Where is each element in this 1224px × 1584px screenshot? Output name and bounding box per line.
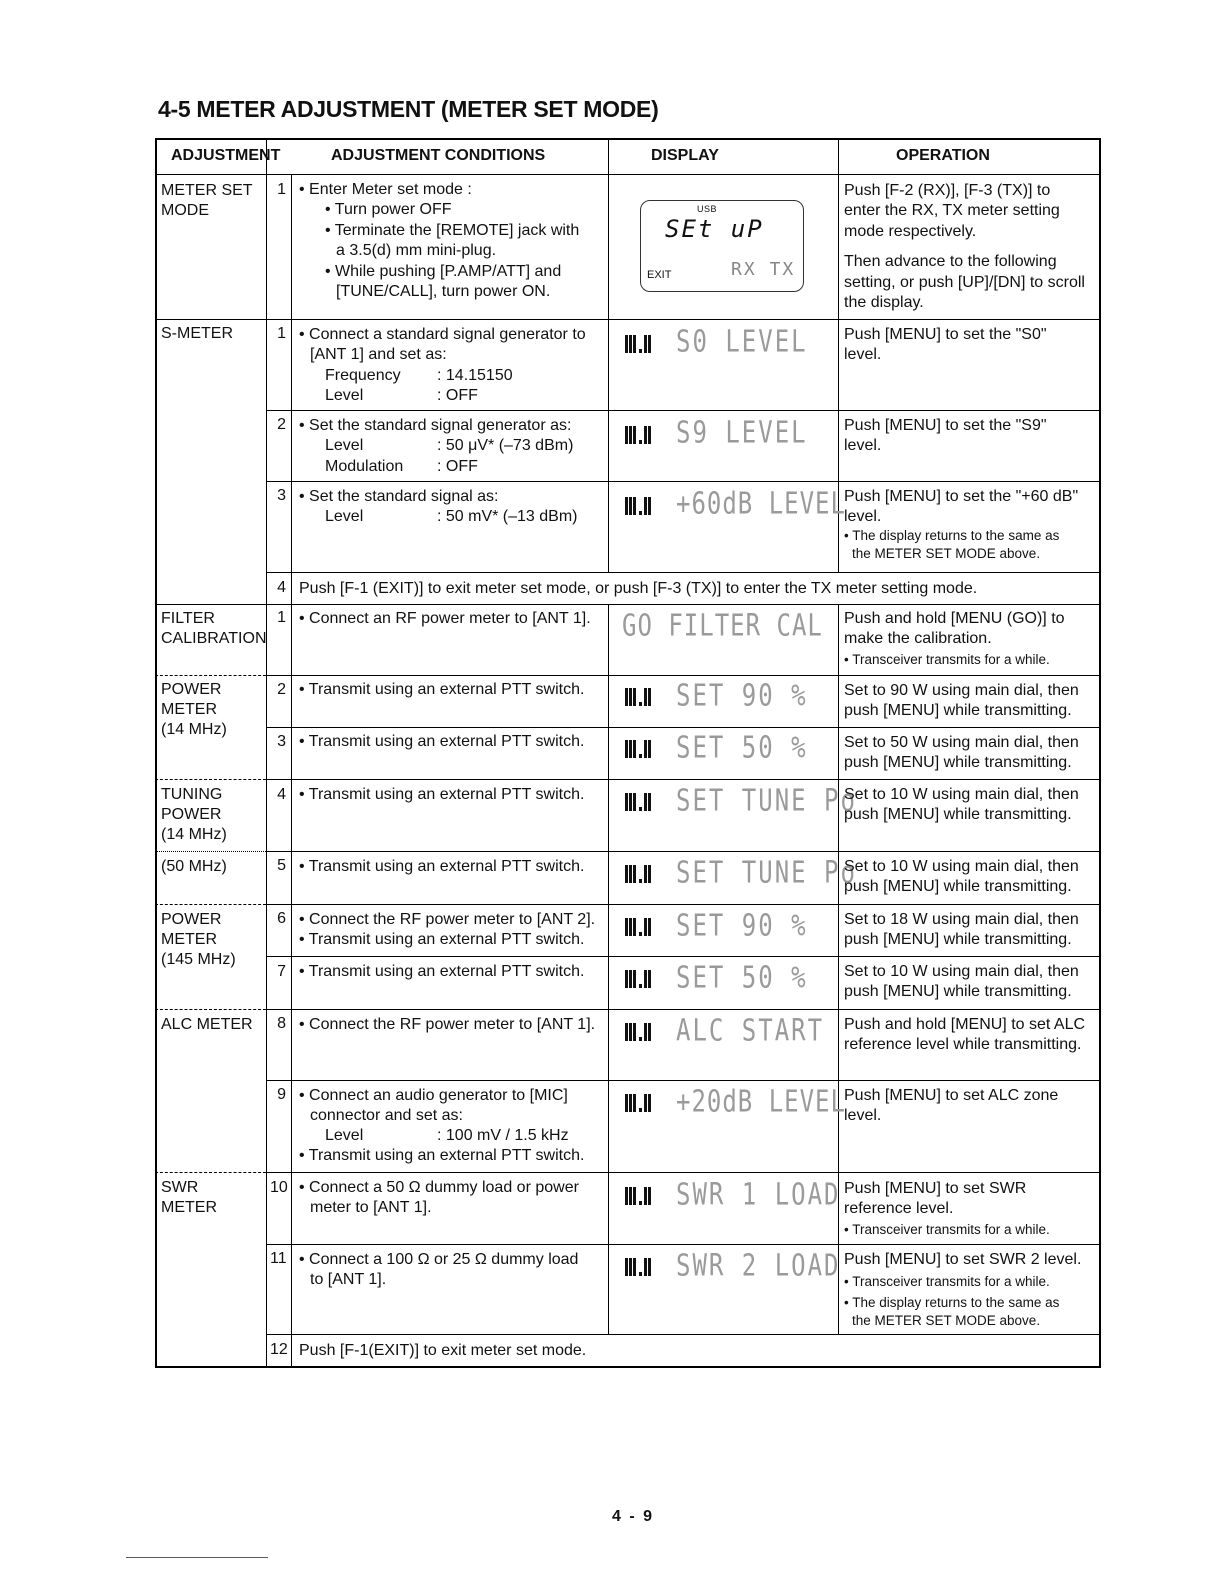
condition-text: • Transmit using an external PTT switch. — [299, 931, 585, 948]
operation-text: level. — [844, 346, 882, 363]
condition-text: [ANT 1] and set as: — [310, 346, 447, 363]
condition-value: : OFF — [437, 458, 478, 475]
lcd-rxtx-label: RX TX — [731, 259, 796, 280]
lcd-bar-icon — [624, 738, 656, 760]
lcd-bar-icon — [624, 686, 656, 708]
row-divider — [266, 956, 1101, 957]
condition-text: • While pushing [P.AMP/ATT] and — [325, 263, 562, 280]
group-label: CALIBRATION — [161, 630, 267, 647]
condition-text: • Transmit using an external PTT switch. — [299, 786, 585, 803]
row-divider — [266, 1334, 1101, 1335]
condition-text: Level — [325, 437, 364, 454]
header-conditions: ADJUSTMENT CONDITIONS — [331, 147, 546, 164]
lcd-mode-badge: USB — [697, 204, 718, 214]
group-label: FILTER — [161, 610, 215, 627]
row-divider — [266, 481, 1101, 482]
step-number: 4 — [277, 786, 286, 803]
operation-text: Set to 18 W using main dial, then — [844, 911, 1079, 928]
lcd-readout: SWR 1 LOAD — [676, 1177, 841, 1212]
step-number: 1 — [277, 325, 286, 342]
operation-note: the METER SET MODE above. — [852, 546, 1041, 561]
step-number: 8 — [277, 1015, 286, 1032]
row-divider — [266, 572, 1101, 573]
group-label: (14 MHz) — [161, 721, 227, 738]
operation-text: setting, or push [UP]/[DN] to scroll — [844, 274, 1085, 291]
group-label: (50 MHz) — [161, 858, 227, 875]
group-label: METER — [161, 931, 217, 948]
lcd-bar-icon — [624, 1256, 656, 1278]
lcd-readout: S0 LEVEL — [676, 324, 808, 359]
operation-text: Set to 50 W using main dial, then — [844, 734, 1079, 751]
lcd-setup-text: SEt uP — [665, 215, 764, 243]
lcd-bar-icon — [624, 1092, 656, 1114]
operation-text: level. — [844, 508, 882, 525]
condition-text: • Transmit using an external PTT switch. — [299, 681, 585, 698]
step-number: 1 — [277, 181, 286, 198]
header-adjustment: ADJUSTMENT — [171, 147, 281, 164]
operation-text: Set to 10 W using main dial, then — [844, 858, 1079, 875]
operation-text: reference level while transmitting. — [844, 1036, 1082, 1053]
lcd-readout: +20dB LEVEL — [676, 1084, 846, 1119]
row-divider — [266, 410, 1101, 411]
lcd-bar-icon — [624, 791, 656, 813]
operation-note: • The display returns to the same as — [844, 528, 1060, 543]
step-number: 4 — [277, 579, 286, 596]
lcd-readout: SET TUNE Po — [676, 783, 857, 818]
lcd-bar-icon — [624, 863, 656, 885]
condition-value: : 14.15150 — [437, 367, 513, 384]
lcd-exit-label: EXIT — [647, 269, 672, 281]
group-label: (14 MHz) — [161, 826, 227, 843]
group-label: MODE — [161, 202, 209, 219]
condition-text: Level — [325, 1127, 364, 1144]
condition-text: • Connect a standard signal generator to — [299, 326, 586, 343]
lcd-bar-icon — [624, 916, 656, 938]
group-separator — [155, 1009, 266, 1010]
condition-text: • Transmit using an external PTT switch. — [299, 963, 585, 980]
group-label: (145 MHz) — [161, 951, 236, 968]
step-number: 9 — [277, 1086, 286, 1103]
operation-text: enter the RX, TX meter setting — [844, 202, 1060, 219]
lcd-readout: SWR 2 LOAD — [676, 1248, 841, 1283]
condition-text: connector and set as: — [310, 1107, 463, 1124]
row-divider — [266, 1080, 1101, 1081]
group-label: ALC METER — [161, 1016, 253, 1033]
operation-text: push [MENU] while transmitting. — [844, 754, 1072, 771]
operation-text: the display. — [844, 294, 924, 311]
step-number: 3 — [277, 733, 286, 750]
row-divider — [266, 1244, 1101, 1245]
header-operation: OPERATION — [896, 147, 990, 164]
condition-value: : OFF — [437, 387, 478, 404]
lcd-readout: S9 LEVEL — [676, 415, 808, 450]
lcd-bar-icon — [624, 1185, 656, 1207]
group-label: SWR — [161, 1179, 199, 1196]
col-divider — [608, 604, 609, 1334]
operation-text: push [MENU] while transmitting. — [844, 806, 1072, 823]
operation-text: push [MENU] while transmitting. — [844, 878, 1072, 895]
condition-text: Level — [325, 387, 364, 404]
lcd-setup-display — [640, 200, 804, 292]
lcd-readout: +60dB LEVEL — [676, 486, 846, 521]
operation-text: push [MENU] while transmitting. — [844, 983, 1072, 1000]
operation-text: level. — [844, 437, 882, 454]
row-divider — [155, 319, 1101, 320]
step-number: 6 — [277, 910, 286, 927]
group-separator — [155, 904, 266, 905]
operation-text: Push [MENU] to set SWR — [844, 1180, 1027, 1197]
footer-rule — [126, 1557, 268, 1558]
operation-text: level. — [844, 1107, 882, 1124]
row-divider — [266, 779, 1101, 780]
condition-text: • Transmit using an external PTT switch. — [299, 1147, 585, 1164]
step-number: 2 — [277, 416, 286, 433]
operation-text: Push [MENU] to set the "S9" — [844, 417, 1047, 434]
lcd-bar-icon — [624, 333, 656, 355]
lcd-readout: SET TUNE Po — [676, 855, 857, 890]
condition-text: • Connect a 50 Ω dummy load or power — [299, 1179, 579, 1196]
step-number: 10 — [270, 1179, 288, 1196]
step-number: 5 — [277, 857, 286, 874]
condition-text: • Transmit using an external PTT switch. — [299, 733, 585, 750]
lcd-bar-icon — [624, 968, 656, 990]
condition-value: : 50 μV* (–73 dBm) — [437, 437, 574, 454]
operation-text: mode respectively. — [844, 223, 977, 240]
lcd-bar-icon — [624, 424, 656, 446]
condition-text: • Terminate the [REMOTE] jack with — [325, 222, 580, 239]
operation-note: • Transceiver transmits for a while. — [844, 652, 1050, 667]
row-divider — [155, 174, 1101, 175]
operation-note: the METER SET MODE above. — [852, 1313, 1041, 1328]
group-separator — [155, 1172, 266, 1173]
group-separator — [155, 675, 266, 676]
page-number: 4 - 9 — [612, 1508, 655, 1525]
lcd-readout: SET 50 % — [676, 730, 808, 765]
group-separator — [155, 851, 266, 852]
row-divider — [266, 1172, 1101, 1173]
full-row-text: Push [F-1 (EXIT)] to exit meter set mode, or push [F-3 (TX)] to enter the TX meter setting mode. — [299, 580, 978, 597]
step-number: 1 — [277, 609, 286, 626]
condition-text: a 3.5(d) mm mini-plug. — [336, 242, 497, 259]
step-number: 11 — [270, 1250, 287, 1267]
condition-text: meter to [ANT 1]. — [310, 1199, 432, 1216]
step-number: 3 — [277, 487, 286, 504]
row-divider — [266, 675, 1101, 676]
operation-text: make the calibration. — [844, 630, 992, 647]
operation-text: reference level. — [844, 1200, 954, 1217]
operation-text: Push and hold [MENU (GO)] to — [844, 610, 1065, 627]
group-label: POWER — [161, 806, 222, 823]
operation-text: Push [MENU] to set the "S0" — [844, 326, 1047, 343]
step-number: 7 — [277, 963, 286, 980]
condition-text: • Connect a 100 Ω or 25 Ω dummy load — [299, 1251, 579, 1268]
group-label: S-METER — [161, 325, 233, 342]
group-label: TUNING — [161, 786, 223, 803]
operation-text: Push [MENU] to set ALC zone — [844, 1087, 1059, 1104]
full-row-text: Push [F-1(EXIT)] to exit meter set mode. — [299, 1342, 587, 1359]
condition-text: • Turn power OFF — [325, 201, 452, 218]
condition-text: Modulation — [325, 458, 404, 475]
operation-note: • The display returns to the same as — [844, 1295, 1060, 1310]
operation-note: • Transceiver transmits for a while. — [844, 1222, 1050, 1237]
col-divider — [266, 138, 267, 1368]
condition-text: • Transmit using an external PTT switch. — [299, 858, 585, 875]
lcd-readout: SET 50 % — [676, 960, 808, 995]
lcd-readout: SET 90 % — [676, 908, 808, 943]
condition-text: • Connect the RF power meter to [ANT 2]. — [299, 911, 596, 928]
condition-text: • Set the standard signal generator as: — [299, 417, 572, 434]
page-title: 4-5 METER ADJUSTMENT (METER SET MODE) — [158, 96, 659, 122]
operation-text: Push and hold [MENU] to set ALC — [844, 1016, 1086, 1033]
operation-text: push [MENU] while transmitting. — [844, 702, 1072, 719]
condition-value: : 100 mV / 1.5 kHz — [437, 1127, 569, 1144]
row-divider — [266, 727, 1101, 728]
col-divider — [608, 138, 609, 572]
condition-text: • Enter Meter set mode : — [299, 181, 472, 198]
condition-text: Level — [325, 508, 364, 525]
operation-note: • Transceiver transmits for a while. — [844, 1274, 1050, 1289]
row-divider — [266, 1009, 1101, 1010]
row-divider — [155, 604, 1101, 605]
group-label: METER SET — [161, 182, 253, 199]
lcd-bar-icon — [624, 495, 656, 517]
operation-text: push [MENU] while transmitting. — [844, 931, 1072, 948]
operation-text: Set to 90 W using main dial, then — [844, 682, 1079, 699]
row-divider — [266, 851, 1101, 852]
header-display: DISPLAY — [651, 147, 719, 164]
operation-text: Then advance to the following — [844, 253, 1057, 270]
lcd-readout: GO FILTER CAL — [622, 608, 823, 643]
condition-text: • Set the standard signal as: — [299, 488, 499, 505]
step-number: 12 — [270, 1341, 288, 1358]
operation-text: Set to 10 W using main dial, then — [844, 963, 1079, 980]
group-separator — [155, 779, 266, 780]
condition-text: • Connect an RF power meter to [ANT 1]. — [299, 610, 591, 627]
condition-text: • Connect the RF power meter to [ANT 1]. — [299, 1016, 596, 1033]
group-label: POWER — [161, 911, 222, 928]
row-divider — [266, 904, 1101, 905]
operation-text: Set to 10 W using main dial, then — [844, 786, 1079, 803]
lcd-readout: SET 90 % — [676, 678, 808, 713]
col-divider — [291, 174, 292, 1368]
col-divider — [838, 604, 839, 1334]
group-label: METER — [161, 701, 217, 718]
condition-text: Frequency — [325, 367, 401, 384]
group-label: METER — [161, 1199, 217, 1216]
operation-text: Push [F-2 (RX)], [F-3 (TX)] to — [844, 182, 1051, 199]
condition-value: : 50 mV* (–13 dBm) — [437, 508, 578, 525]
condition-text: to [ANT 1]. — [310, 1271, 387, 1288]
lcd-readout: ALC START — [676, 1013, 825, 1048]
operation-text: Push [MENU] to set SWR 2 level. — [844, 1251, 1082, 1268]
lcd-bar-icon — [624, 1021, 656, 1043]
condition-text: • Connect an audio generator to [MIC] — [299, 1087, 568, 1104]
group-label: POWER — [161, 681, 222, 698]
operation-text: Push [MENU] to set the "+60 dB" — [844, 488, 1079, 505]
condition-text: [TUNE/CALL], turn power ON. — [336, 283, 551, 300]
step-number: 2 — [277, 681, 286, 698]
